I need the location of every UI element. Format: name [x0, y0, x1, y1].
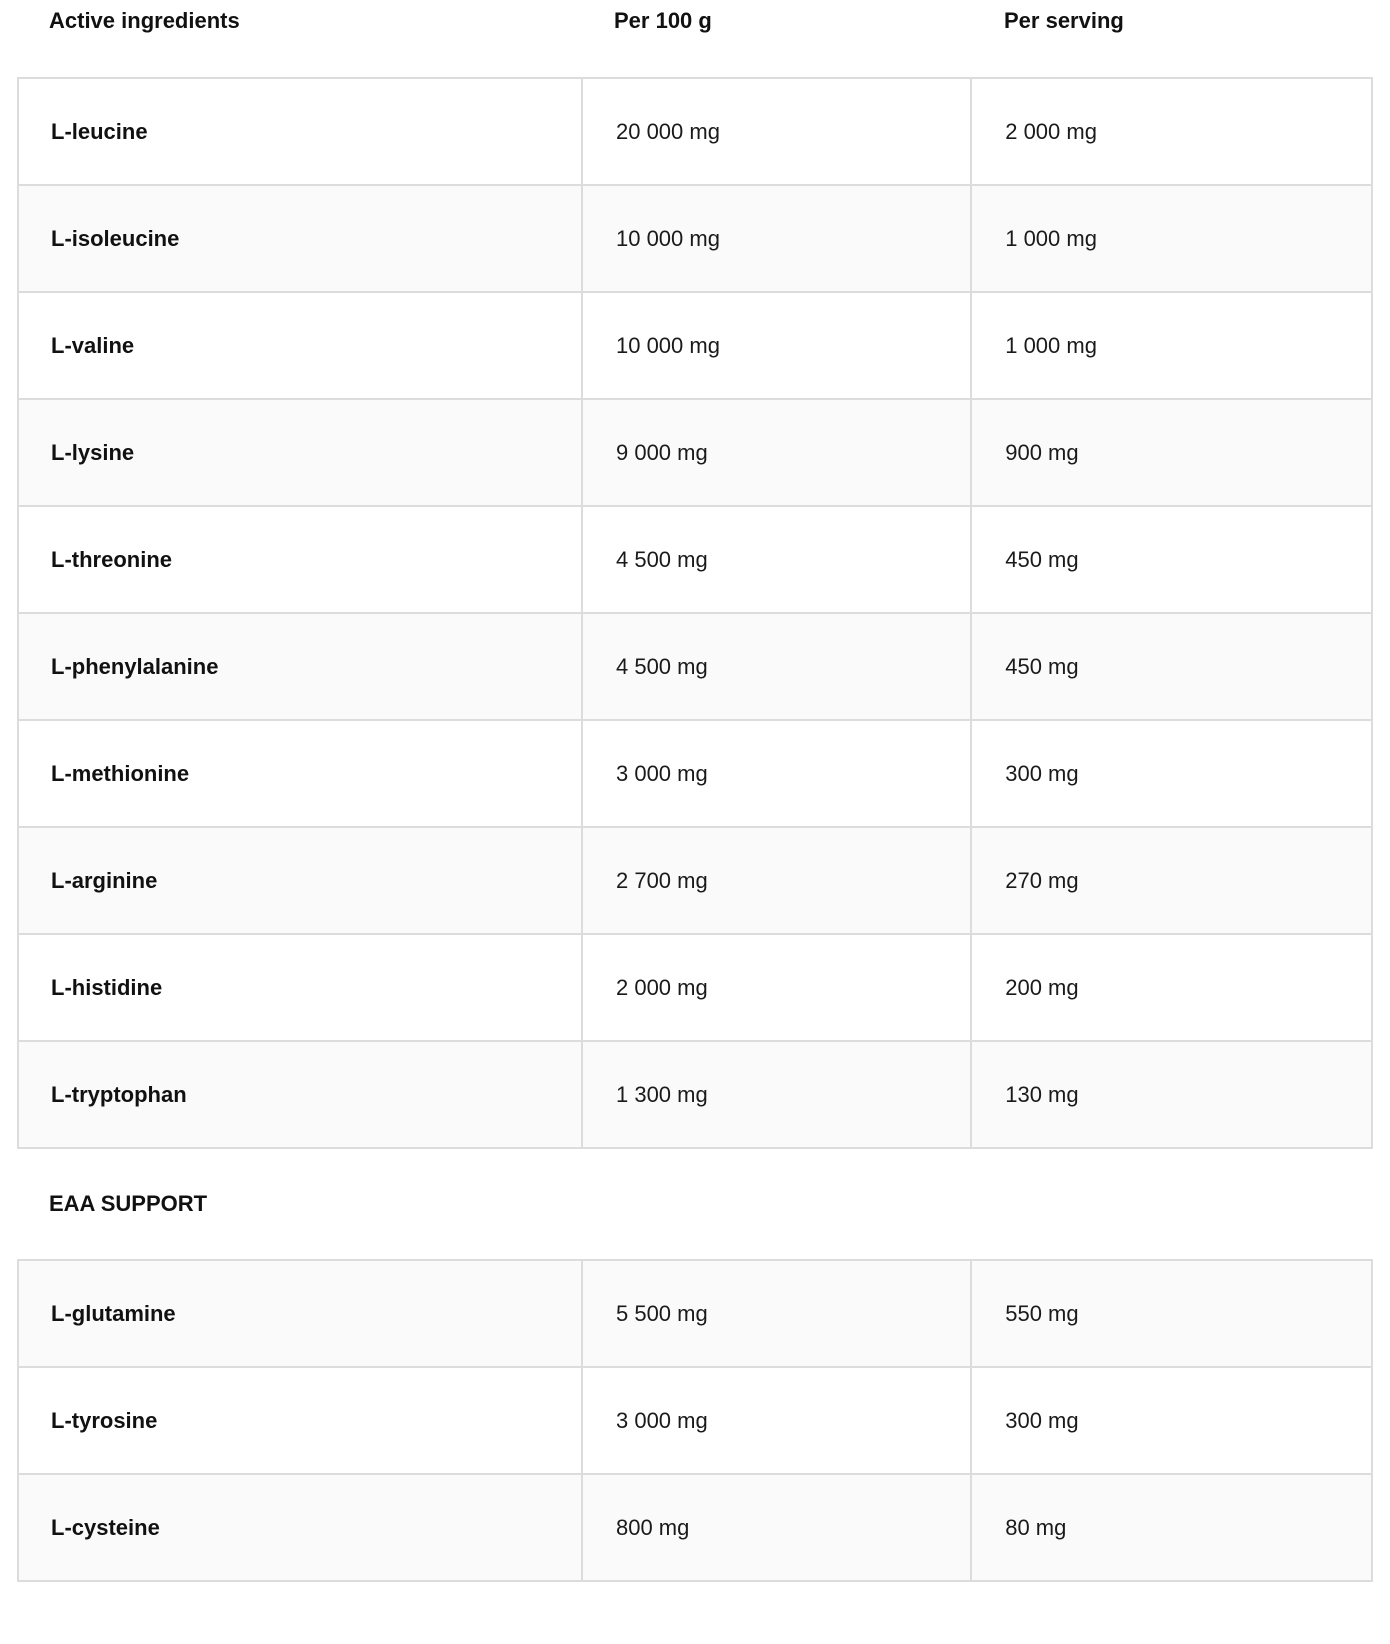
table-row — [18, 1260, 1372, 1367]
ingredient-name-cell: L-tyrosine — [18, 1367, 582, 1474]
per-serving-cell: 300 mg — [971, 1367, 1372, 1474]
per-serving-cell: 450 mg — [971, 506, 1372, 613]
table-row — [18, 506, 1372, 613]
per-serving-cell: 270 mg — [971, 827, 1372, 934]
table-row — [18, 934, 1372, 1041]
table-row — [18, 399, 1372, 506]
table-row — [18, 185, 1372, 292]
header-per-100g: Per 100 g — [614, 8, 712, 33]
support-ingredients-table — [17, 1259, 1373, 1582]
per-serving-cell: 1 000 mg — [971, 185, 1372, 292]
per-100g-cell: 3 000 mg — [582, 1367, 971, 1474]
table-row — [18, 1474, 1372, 1581]
ingredient-name-cell: L-isoleucine — [18, 185, 582, 292]
per-100g-cell: 10 000 mg — [582, 185, 971, 292]
per-100g-cell: 4 500 mg — [582, 506, 971, 613]
per-serving-cell: 80 mg — [971, 1474, 1372, 1581]
per-serving-cell: 2 000 mg — [971, 78, 1372, 185]
per-serving-cell: 550 mg — [971, 1260, 1372, 1367]
per-serving-cell: 1 000 mg — [971, 292, 1372, 399]
ingredient-name-cell: L-valine — [18, 292, 582, 399]
per-100g-cell: 2 000 mg — [582, 934, 971, 1041]
ingredient-name-cell: L-leucine — [18, 78, 582, 185]
header-active-ingredients: Active ingredients — [49, 8, 240, 33]
ingredient-name-cell: L-phenylalanine — [18, 613, 582, 720]
ingredient-name-cell: L-lysine — [18, 399, 582, 506]
per-serving-cell: 200 mg — [971, 934, 1372, 1041]
per-100g-cell: 1 300 mg — [582, 1041, 971, 1148]
per-serving-cell: 450 mg — [971, 613, 1372, 720]
table-row — [18, 827, 1372, 934]
table-row — [18, 613, 1372, 720]
table-row — [18, 78, 1372, 185]
ingredients-table-container — [17, 0, 1373, 1582]
table-header — [17, 0, 1373, 40]
per-100g-cell: 2 700 mg — [582, 827, 971, 934]
main-ingredients-table — [17, 77, 1373, 1149]
per-100g-cell: 5 500 mg — [582, 1260, 971, 1367]
per-100g-cell: 800 mg — [582, 1474, 971, 1581]
ingredient-name-cell: L-glutamine — [18, 1260, 582, 1367]
header-per-serving: Per serving — [1004, 8, 1124, 33]
per-100g-cell: 3 000 mg — [582, 720, 971, 827]
ingredient-name-cell: L-tryptophan — [18, 1041, 582, 1148]
section-label-eaa-support: EAA SUPPORT — [49, 1191, 208, 1216]
ingredient-name-cell: L-cysteine — [18, 1474, 582, 1581]
per-100g-cell: 9 000 mg — [582, 399, 971, 506]
per-serving-cell: 130 mg — [971, 1041, 1372, 1148]
ingredient-name-cell: L-arginine — [18, 827, 582, 934]
ingredient-name-cell: L-threonine — [18, 506, 582, 613]
table-row — [18, 720, 1372, 827]
per-100g-cell: 4 500 mg — [582, 613, 971, 720]
table-row — [18, 1041, 1372, 1148]
per-100g-cell: 20 000 mg — [582, 78, 971, 185]
table-row — [18, 1367, 1372, 1474]
per-serving-cell: 900 mg — [971, 399, 1372, 506]
ingredient-name-cell: L-methionine — [18, 720, 582, 827]
ingredient-name-cell: L-histidine — [18, 934, 582, 1041]
table-row — [18, 292, 1372, 399]
per-serving-cell: 300 mg — [971, 720, 1372, 827]
per-100g-cell: 10 000 mg — [582, 292, 971, 399]
